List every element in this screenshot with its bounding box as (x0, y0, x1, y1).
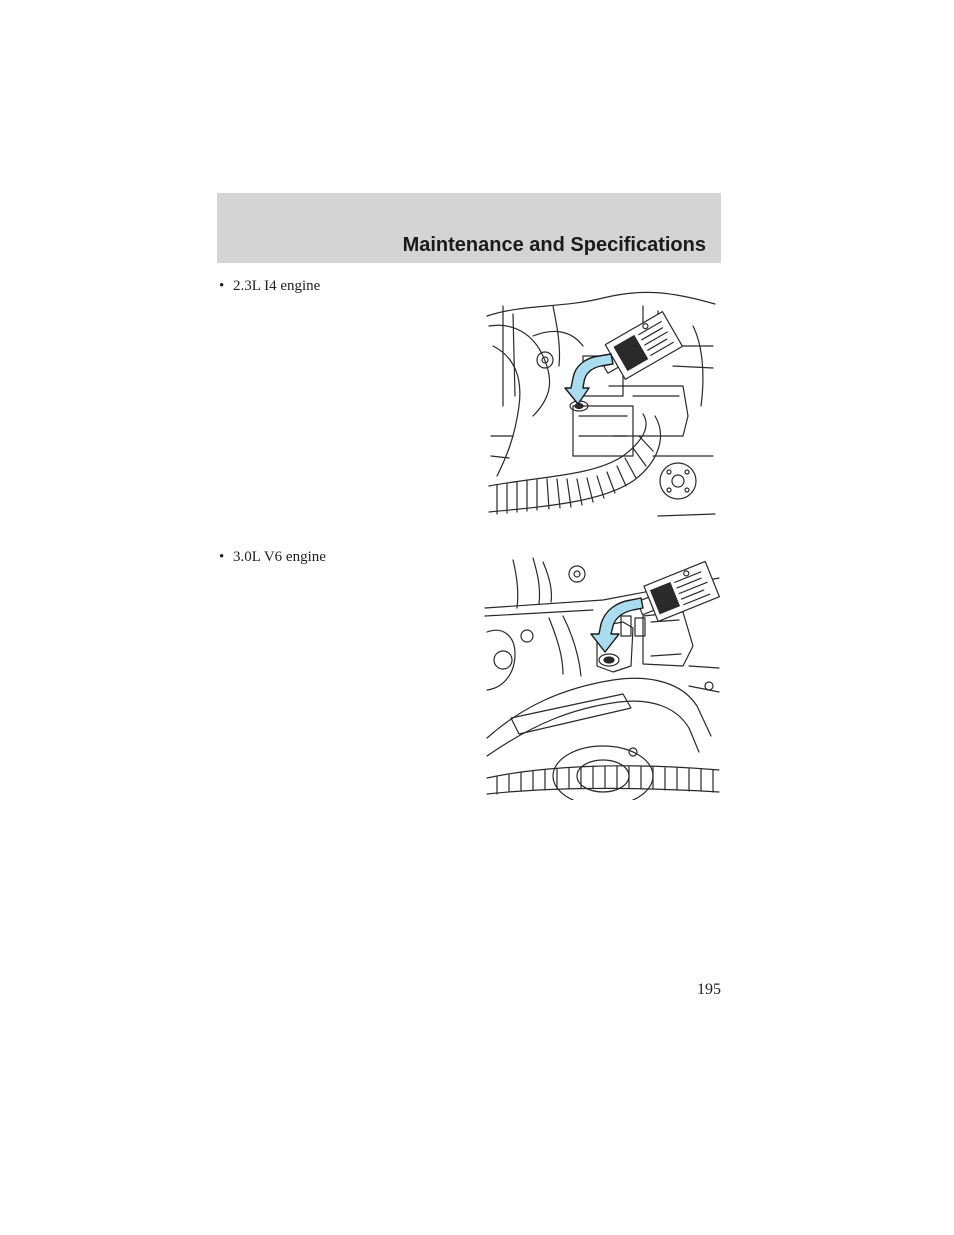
item-label: 3.0L V6 engine (233, 549, 326, 565)
engine-3-0l-illustration (483, 556, 723, 800)
page-number: 195 (697, 981, 721, 998)
list-item-2-3l (219, 277, 320, 295)
section-title: Maintenance and Specifications (402, 234, 706, 256)
item-label: 2.3L I4 engine (233, 278, 321, 294)
bullet-marker: • (219, 278, 225, 294)
header-band (217, 193, 721, 263)
list-item-3-0l (219, 548, 326, 566)
engine-2-3l-illustration (483, 286, 719, 526)
bullet-marker: • (219, 549, 225, 565)
